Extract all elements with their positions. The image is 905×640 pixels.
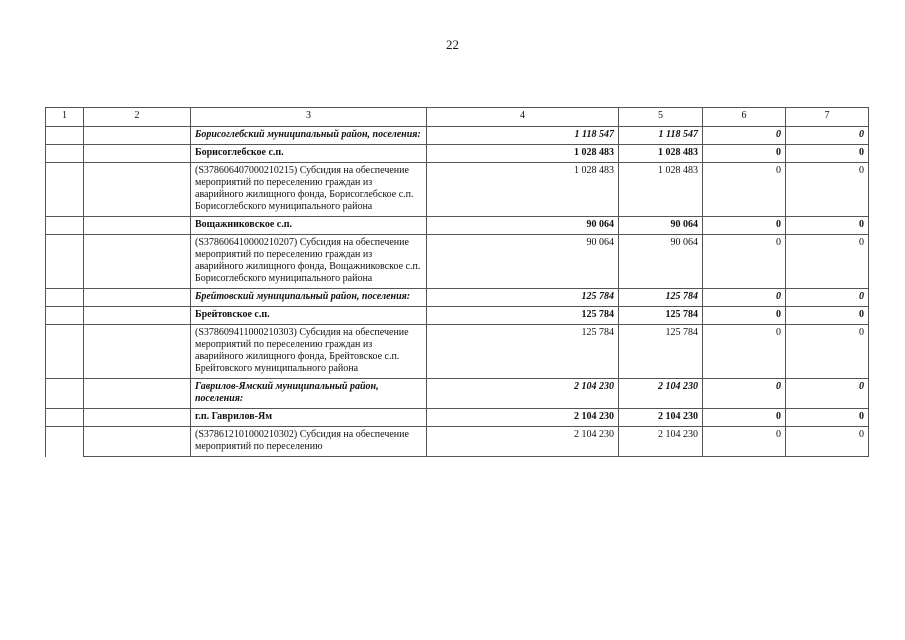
cell-col7: 0 [786, 409, 869, 427]
cell-col5: 1 028 483 [619, 163, 703, 217]
column-header-7: 7 [786, 108, 869, 127]
cell-col2 [84, 427, 191, 457]
cell-col1 [46, 325, 84, 379]
cell-col7: 0 [786, 235, 869, 289]
cell-col4: 125 784 [427, 307, 619, 325]
cell-col1 [46, 217, 84, 235]
cell-col4: 2 104 230 [427, 409, 619, 427]
cell-col7: 0 [786, 163, 869, 217]
cell-col6: 0 [703, 289, 786, 307]
cell-col5: 1 118 547 [619, 127, 703, 145]
cell-col5: 125 784 [619, 325, 703, 379]
cell-col6: 0 [703, 379, 786, 409]
cell-col7: 0 [786, 379, 869, 409]
cell-col1 [46, 289, 84, 307]
cell-col6: 0 [703, 145, 786, 163]
cell-col5: 125 784 [619, 307, 703, 325]
cell-col5: 125 784 [619, 289, 703, 307]
cell-description: Борисоглебское с.п. [191, 145, 427, 163]
cell-description: Борисоглебский муниципальный район, поселения: [191, 127, 427, 145]
cell-col1 [46, 409, 84, 427]
cell-description: (S378606410000210207) Субсидия на обеспечение мероприятий по переселению граждан из аварийного жилищного фонда, Вощажниковское с.п. Борисоглебского муниципального района [191, 235, 427, 289]
cell-col7: 0 [786, 325, 869, 379]
table-row [46, 127, 869, 145]
cell-col2 [84, 307, 191, 325]
cell-col4: 2 104 230 [427, 379, 619, 409]
table-row [46, 379, 869, 409]
cell-col4: 1 118 547 [427, 127, 619, 145]
cell-col2 [84, 217, 191, 235]
column-header-2: 2 [84, 108, 191, 127]
table-row [46, 163, 869, 217]
cell-col7: 0 [786, 127, 869, 145]
cell-col5: 90 064 [619, 235, 703, 289]
cell-col5: 2 104 230 [619, 427, 703, 457]
cell-col2 [84, 235, 191, 289]
cell-col5: 2 104 230 [619, 379, 703, 409]
cell-col1 [46, 235, 84, 289]
cell-col1 [46, 307, 84, 325]
table-row [46, 145, 869, 163]
cell-col6: 0 [703, 127, 786, 145]
cell-col7: 0 [786, 289, 869, 307]
cell-col1 [46, 379, 84, 409]
cell-col4: 125 784 [427, 325, 619, 379]
cell-col4: 125 784 [427, 289, 619, 307]
cell-col2 [84, 379, 191, 409]
cell-col1 [46, 127, 84, 145]
cell-col7: 0 [786, 307, 869, 325]
table-row [46, 307, 869, 325]
cell-col4: 1 028 483 [427, 145, 619, 163]
budget-table [45, 107, 869, 457]
column-header-1: 1 [46, 108, 84, 127]
cell-col4: 90 064 [427, 217, 619, 235]
cell-col2 [84, 145, 191, 163]
cell-description: (S378609411000210303) Субсидия на обеспечение мероприятий по переселению граждан из аварийного жилищного фонда, Брейтовское с.п. Брейтовского муниципального района [191, 325, 427, 379]
table-row [46, 427, 869, 457]
column-header-4: 4 [427, 108, 619, 127]
cell-col1 [46, 163, 84, 217]
header-row [46, 108, 869, 127]
table-body [46, 127, 869, 457]
table-row [46, 217, 869, 235]
cell-col5: 1 028 483 [619, 145, 703, 163]
cell-col1 [46, 427, 84, 457]
column-header-3: 3 [191, 108, 427, 127]
cell-description: (S378612101000210302) Субсидия на обеспечение мероприятий по переселению [191, 427, 427, 457]
cell-col4: 90 064 [427, 235, 619, 289]
cell-description: Брейтовский муниципальный район, поселения: [191, 289, 427, 307]
cell-col6: 0 [703, 217, 786, 235]
cell-col6: 0 [703, 163, 786, 217]
cell-col2 [84, 289, 191, 307]
column-header-5: 5 [619, 108, 703, 127]
cell-col6: 0 [703, 409, 786, 427]
cell-col2 [84, 127, 191, 145]
cell-col2 [84, 325, 191, 379]
cell-col2 [84, 409, 191, 427]
cell-col6: 0 [703, 427, 786, 457]
cell-col6: 0 [703, 235, 786, 289]
cell-col7: 0 [786, 145, 869, 163]
cell-col5: 90 064 [619, 217, 703, 235]
cell-col7: 0 [786, 217, 869, 235]
cell-col6: 0 [703, 307, 786, 325]
table-row [46, 325, 869, 379]
column-header-6: 6 [703, 108, 786, 127]
cell-description: Брейтовское с.п. [191, 307, 427, 325]
cell-col7: 0 [786, 427, 869, 457]
cell-description: Вощажниковское с.п. [191, 217, 427, 235]
table-row [46, 235, 869, 289]
cell-col2 [84, 163, 191, 217]
cell-col1 [46, 145, 84, 163]
table-row [46, 289, 869, 307]
cell-description: Гаврилов-Ямский муниципальный район, поселения: [191, 379, 427, 409]
table-row [46, 409, 869, 427]
cell-col4: 2 104 230 [427, 427, 619, 457]
page-number: 22 [446, 37, 459, 52]
cell-col4: 1 028 483 [427, 163, 619, 217]
cell-description: г.п. Гаврилов-Ям [191, 409, 427, 427]
cell-description: (S378606407000210215) Субсидия на обеспечение мероприятий по переселению граждан из аварийного жилищного фонда, Борисоглебское с.п. Борисоглебского муниципального района [191, 163, 427, 217]
cell-col5: 2 104 230 [619, 409, 703, 427]
cell-col6: 0 [703, 325, 786, 379]
